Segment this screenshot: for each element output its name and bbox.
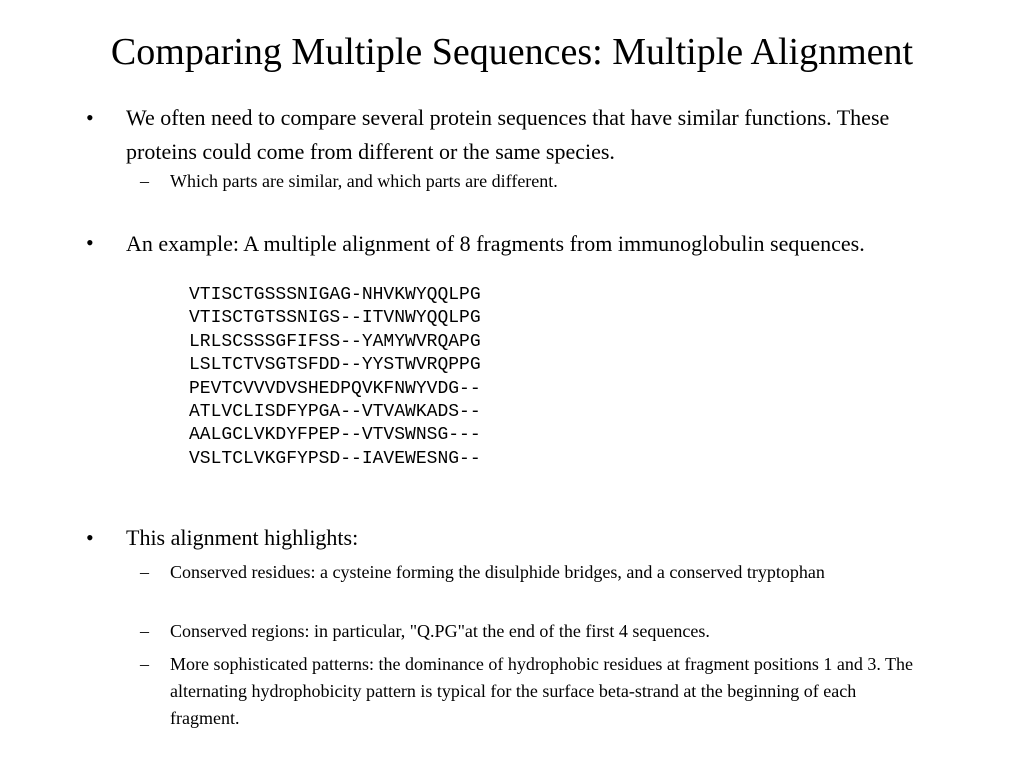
bullet-marker: • (86, 525, 94, 550)
bullet-marker: • (86, 105, 94, 130)
sub-bullet-marker: – (140, 621, 149, 641)
bullet-marker: • (86, 230, 94, 255)
slide-title: Comparing Multiple Sequences: Multiple Alignment (110, 31, 914, 73)
bullet-text: We often need to compare several protein sequences that have similar functions. These proteins could come from different or the same species. (126, 105, 890, 164)
sequence-row: PEVTCVVVDVSHEDPQVKFNWYVDG-- (189, 378, 481, 399)
bullet-text: An example: A multiple alignment of 8 fragments from immunoglobulin sequences. (126, 231, 865, 256)
sequence-row: VSLTCLVKGFYPSD--IAVEWESNG-- (189, 448, 481, 469)
sub-bullet-marker: – (140, 562, 149, 582)
sub-bullet-item (130, 651, 920, 732)
sequence-row: AALGCLVKDYFPEP--VTVSWNSG--- (189, 425, 481, 446)
bullet-item (86, 521, 936, 555)
sub-bullet-text: Which parts are similar, and which parts are different. (170, 171, 558, 191)
sub-bullet-text: Conserved residues: a cysteine forming the disulphide bridges, and a conserved tryptophan (170, 562, 825, 582)
sub-bullet-item (130, 559, 920, 613)
sequence-alignment (189, 284, 481, 471)
sequence-row: LRLSCSSSGFIFSS--YAMYWVRQAPG (189, 331, 481, 352)
bullet-item (86, 226, 936, 284)
sequence-row: VTISCTGSSSNIGAG-NHVKWYQQLPG (189, 285, 481, 305)
sub-bullet-text: More sophisticated patterns: the dominance of hydrophobic residues at fragment positions 1 and 3. The alternating hydrophobicity pattern is typical for the surface beta-strand at the beginning of each fragment. (170, 654, 913, 728)
sequence-row: ATLVCLISDFYPGA--VTVAWKADS-- (189, 401, 481, 422)
sub-bullet-item (130, 168, 920, 195)
sub-bullet-text: Conserved regions: in particular, "Q.PG"at the end of the first 4 sequences. (170, 621, 710, 641)
sub-bullet-item (130, 618, 920, 645)
sequence-row: VTISCTGTSSNIGS--ITVNWYQQLPG (189, 308, 481, 329)
sequence-row: LSLTCTVSGTSFDD--YYSTWVRQPPG (189, 355, 481, 376)
bullet-item (86, 101, 936, 169)
sub-bullet-marker: – (140, 654, 149, 674)
bullet-text: This alignment highlights: (126, 525, 359, 550)
sub-bullet-marker: – (140, 171, 149, 191)
